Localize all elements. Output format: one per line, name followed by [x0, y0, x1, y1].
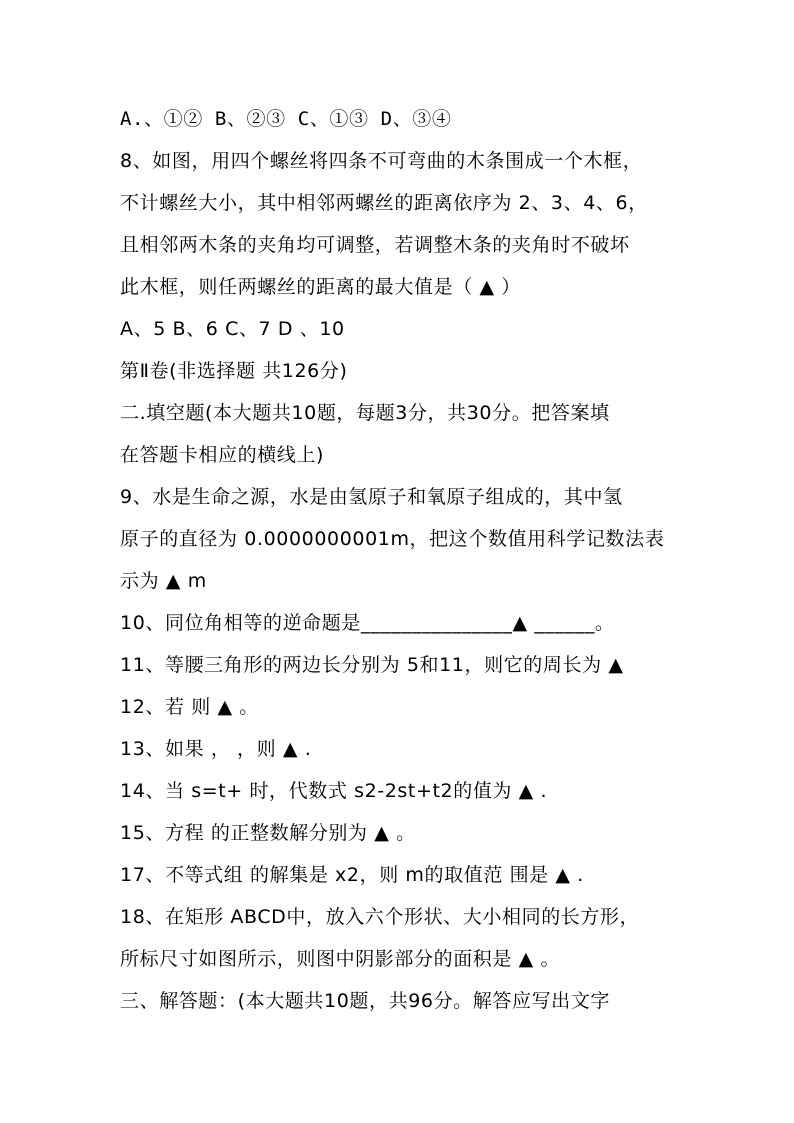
q11-text: 11、等腰三角形的两边长分别为 5和11，则它的周长为 ▲ — [120, 654, 624, 676]
q13-text: 13、如果 ， ，则 ▲ . — [120, 738, 312, 760]
q9-text-line-1: 9、水是生命之源，水是由氢原子和氧原子组成的，其中氢 — [120, 486, 623, 508]
q18-text-line-1: 18、在矩形 ABCD中，放入六个形状、大小相同的长方形， — [120, 906, 640, 928]
q15-text: 15、方程 的正整数解分别为 ▲ 。 — [120, 822, 416, 844]
q12-text: 12、若 则 ▲ 。 — [120, 696, 259, 718]
section-3-heading: 三、解答题：(本大题共10题，共96分。解答应写出文字 — [120, 990, 610, 1012]
q9-text-line-2: 原子的直径为 0.0000000001m，把这个数值用科学记数法表 — [120, 528, 665, 550]
q10-text: 10、同位角相等的逆命题是_______________▲ ______。 — [120, 612, 615, 634]
exam-page — [120, 98, 680, 1022]
q9-text-line-3: 示为 ▲ m — [120, 570, 207, 592]
q18-text-line-2: 所标尺寸如图所示，则图中阴影部分的面积是 ▲ 。 — [120, 948, 561, 970]
q7-options: A.、①② B、②③ C、①③ D、③④ — [120, 108, 452, 130]
fill-blank-instructions-line-1: 二.填空题(本大题共10题，每题3分，共30分。把答案填 — [120, 402, 610, 424]
section-2-heading: 第Ⅱ卷(非选择题 共126分) — [120, 360, 348, 382]
fill-blank-instructions-line-2: 在答题卡相应的横线上) — [120, 444, 325, 466]
q14-text: 14、当 s=t+ 时，代数式 s2-2st+t2的值为 ▲ . — [120, 780, 548, 802]
q8-text-line-4: 此木框，则任两螺丝的距离的最大值是（ ▲ ） — [120, 276, 521, 298]
q8-text-line-2: 不计螺丝大小，其中相邻两螺丝的距离依序为 2、3、4、6， — [120, 192, 648, 214]
q17-text: 17、不等式组 的解集是 x2，则 m的取值范 围是 ▲ . — [120, 864, 584, 886]
q8-text-line-1: 8、如图，用四个螺丝将四条不可弯曲的木条围成一个木框， — [120, 150, 643, 172]
q8-options: A、5 B、6 C、7 D 、10 — [120, 318, 345, 340]
q8-text-line-3: 且相邻两木条的夹角均可调整，若调整木条的夹角时不破坏 — [120, 234, 630, 256]
